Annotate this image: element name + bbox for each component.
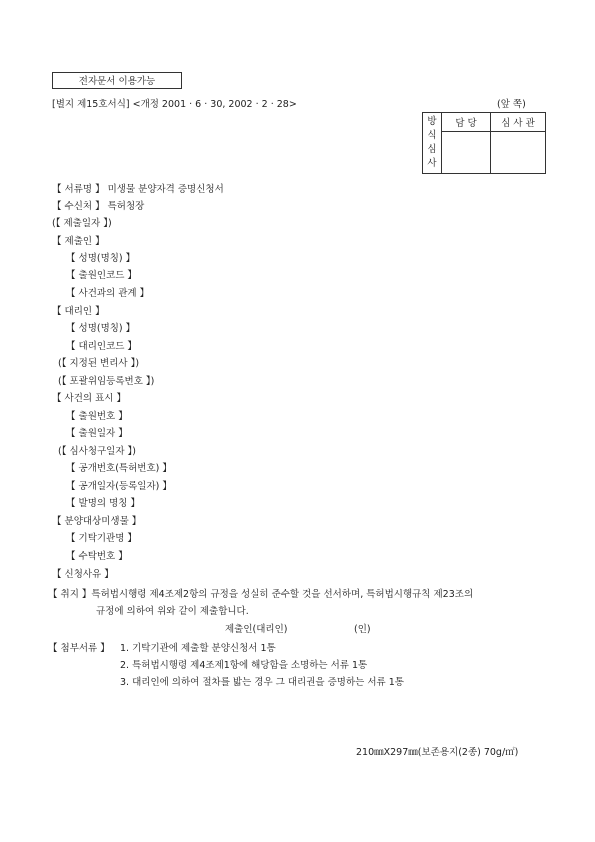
- purpose-line-2: 규정에 의하여 위와 같이 제출합니다.: [96, 606, 249, 617]
- field-invention-title: 【 발명의 명칭 】: [66, 498, 140, 509]
- field-publication-date: 【 공개일자(등록일자) 】: [66, 481, 172, 492]
- field-relation: 【 사건과의 관계 】: [66, 288, 150, 299]
- field-microorganism: 【 분양대상미생물 】: [52, 516, 142, 527]
- review-side-label: [423, 113, 442, 174]
- attachment-item: 3. 대리인에 의하여 절차를 밟는 경우 그 대리권을 증명하는 서류 1통: [120, 677, 404, 688]
- electronic-doc-label: 전자문서 이용가능: [52, 72, 182, 89]
- attachment-item: 1. 기탁기관에 제출할 분양신청서 1통: [120, 643, 276, 654]
- seal-mark: (인): [354, 624, 371, 635]
- attachment-item: 2. 특허법시행령 제4조제1항에 해당함을 소명하는 서류 1통: [120, 660, 368, 671]
- front-side-label: (앞 쪽): [497, 99, 526, 110]
- field-exam-request-date: (【 심사청구일자 】): [58, 446, 137, 457]
- form-number-line: [별지 제15호서식] <개정 2001 · 6 · 30, 2002 · 2 · 28>: [52, 99, 297, 110]
- field-document-name: 【 서류명 】 미생물 분양자격 증명신청서: [52, 184, 224, 195]
- field-application-date: 【 출원일자 】: [66, 428, 128, 439]
- field-submitter-name: 【 성명(명칭) 】: [66, 253, 136, 264]
- field-submit-date: (【 제출일자 】): [52, 218, 112, 229]
- field-agent-name: 【 성명(명칭) 】: [66, 323, 136, 334]
- field-case-indication: 【 사건의 표시 】: [52, 393, 126, 404]
- review-col-staff: 담 당: [442, 113, 491, 132]
- field-application-number: 【 출원번호 】: [66, 411, 128, 422]
- review-examiner-cell: [491, 132, 546, 174]
- review-side-char: 사: [427, 158, 437, 169]
- review-staff-cell: [442, 132, 491, 174]
- field-applicant-code: 【 출원인코드 】: [66, 270, 137, 281]
- field-publication-number: 【 공개번호(특허번호) 】: [66, 463, 172, 474]
- field-depository: 【 기탁기관명 】: [66, 533, 137, 544]
- field-accession-number: 【 수탁번호 】: [66, 551, 128, 562]
- review-side-char: 방: [427, 116, 437, 127]
- paper-spec: 210㎜X297㎜(보존용지(2종) 70g/㎡): [356, 747, 519, 758]
- review-side-char: 심: [427, 144, 437, 155]
- review-box: [422, 112, 546, 174]
- field-submitter: 【 제출인 】: [52, 236, 105, 247]
- field-agent: 【 대리인 】: [52, 306, 105, 317]
- field-general-mandate: (【 포괄위임등록번호 】): [58, 376, 155, 387]
- review-side-char: 식: [427, 130, 437, 141]
- field-agent-code: 【 대리인코드 】: [66, 341, 137, 352]
- field-recipient: 【 수신처 】 특허청장: [52, 201, 145, 212]
- field-reason: 【 신청사유 】: [52, 569, 114, 580]
- review-col-examiner: 심 사 관: [491, 113, 546, 132]
- attachments-heading: 【 첨부서류 】: [48, 643, 110, 654]
- submitter-signature: 제출인(대리인): [225, 624, 288, 635]
- field-designated-attorney: (【 지정된 변리사 】): [58, 358, 140, 369]
- purpose-line-1: 【 취지 】특허법시행령 제4조제2항의 규정을 성실히 준수할 것을 선서하며, 특허법시행규칙 제23조의: [48, 589, 474, 600]
